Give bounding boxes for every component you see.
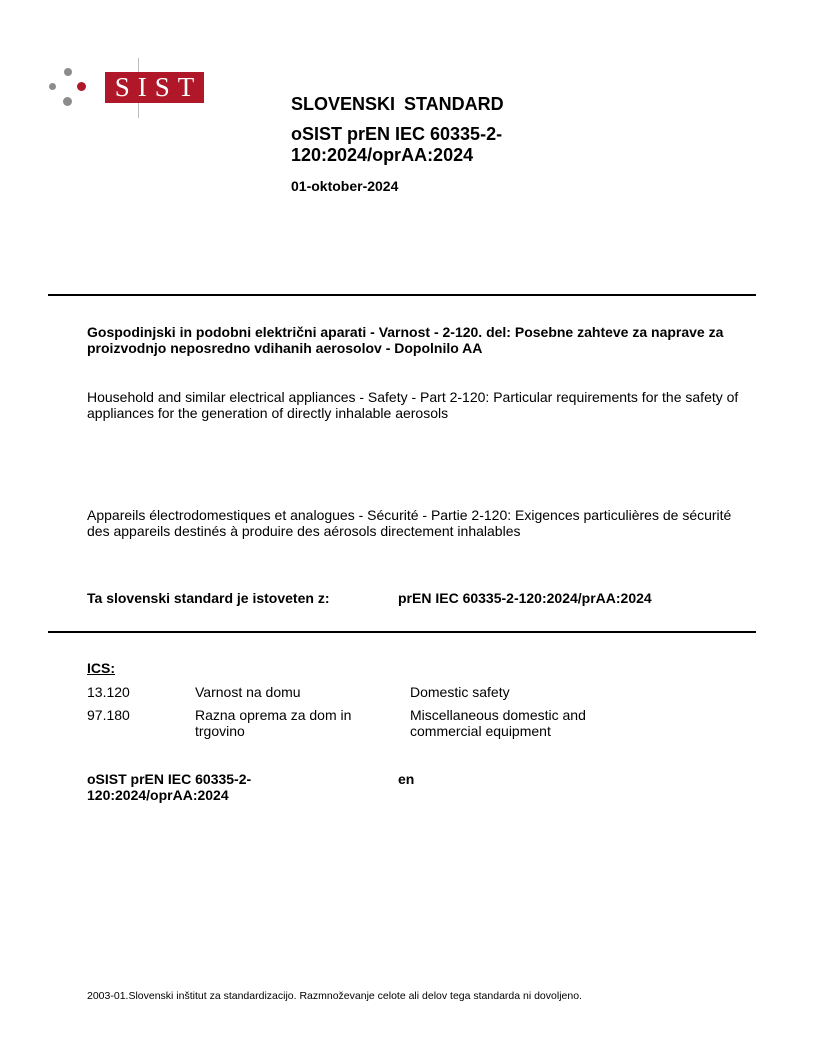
sist-logo: SIST bbox=[105, 72, 204, 103]
ics-description-sl: Varnost na domu bbox=[195, 684, 301, 700]
ics-code: 97.180 bbox=[87, 707, 130, 723]
ics-description-en: Domestic safety bbox=[410, 684, 510, 700]
ics-description-en: Miscellaneous domestic and commercial equipment bbox=[410, 707, 586, 739]
top-divider bbox=[48, 294, 756, 296]
publication-date: 01-oktober-2024 bbox=[291, 178, 399, 194]
ics-label: ICS: bbox=[87, 660, 115, 676]
identity-label: Ta slovenski standard je istoveten z: bbox=[87, 590, 330, 606]
identity-value: prEN IEC 60335-2-120:2024/prAA:2024 bbox=[398, 590, 652, 606]
logo-dots-icon bbox=[47, 68, 87, 108]
standard-code: oSIST prEN IEC 60335-2-120:2024/oprAA:2024 bbox=[291, 124, 503, 165]
ics-description-sl: Razna oprema za dom in trgovino bbox=[195, 707, 352, 739]
title-french: Appareils électrodomestiques et analogues - Sécurité - Partie 2-120: Exigences particulières de sécurité des appareils destinés à produire des aérosols directement inhalables bbox=[87, 507, 732, 539]
title-english: Household and similar electrical appliances - Safety - Part 2-120: Particular requirements for the safety of appliances for the generation of directly inhalable aerosols bbox=[87, 389, 739, 421]
identity-row bbox=[87, 590, 747, 606]
bottom-standard-code: oSIST prEN IEC 60335-2-120:2024/oprAA:2024 bbox=[87, 771, 252, 803]
middle-divider bbox=[48, 631, 756, 633]
ics-code: 13.120 bbox=[87, 684, 130, 700]
language-code: en bbox=[398, 771, 415, 787]
title-slovene: Gospodinjski in podobni električni aparati - Varnost - 2-120. del: Posebne zahteve za naprave za proizvodnjo neposredno vdihanih aerosolov - Dopolnilo AA bbox=[87, 324, 724, 356]
copyright-footer: 2003-01.Slovenski inštitut za standardizacijo. Razmnoževanje celote ali delov tega standarda ni dovoljeno. bbox=[87, 990, 582, 1002]
document-type: SLOVENSKI STANDARD bbox=[291, 94, 504, 114]
